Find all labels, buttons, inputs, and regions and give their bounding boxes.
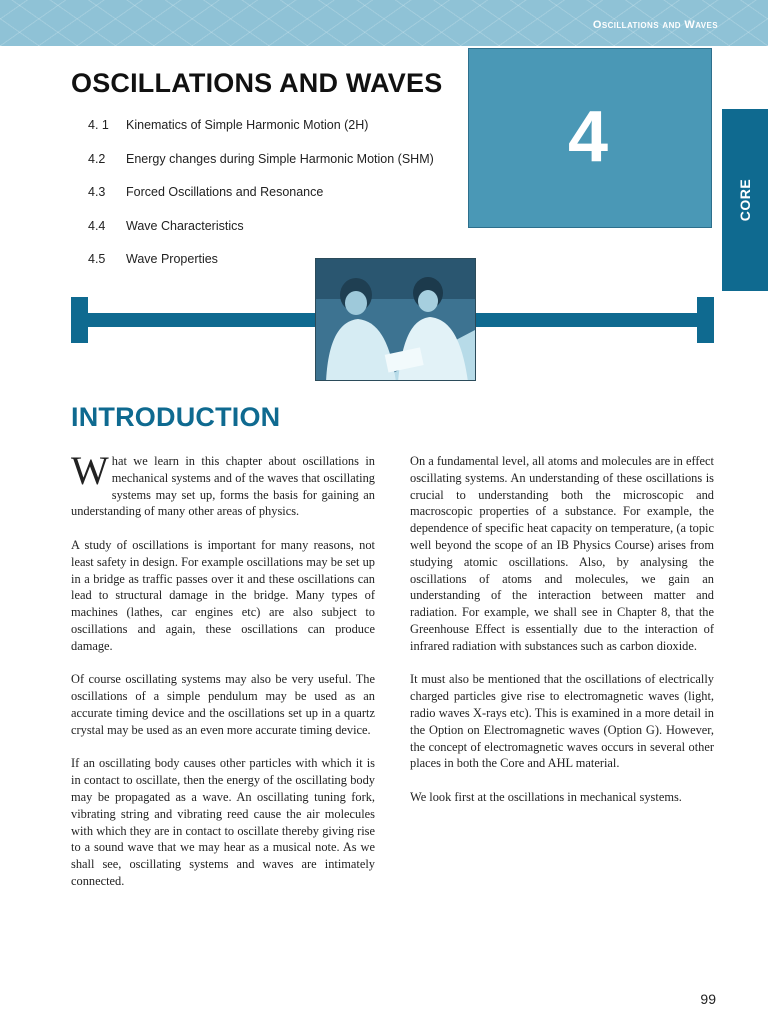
header-band xyxy=(0,0,768,46)
paragraph: Of course oscillating systems may also be very useful. The oscillations of a simple pendulum may be used as an accurate timing device and the oscillations set up in a quartz crystal may be used as an even more accurate timing device. xyxy=(71,672,375,737)
chapter-number: 4 xyxy=(567,97,609,177)
chapter-title: OSCILLATIONS AND WAVES xyxy=(71,68,443,98)
decorative-rule-right xyxy=(476,313,712,327)
toc-item-title: Energy changes during Simple Harmonic Motion (SHM) xyxy=(126,151,434,166)
paragraph-text: hat we learn in this chapter about oscillations in mechanical systems and of the waves that oscillating systems may set up, forms the basis for gaining an understanding of many other areas of physics. xyxy=(71,454,375,519)
paragraph: We look first at the oscillations in mechanical systems. xyxy=(410,789,682,804)
toc-item-number: 4.3 xyxy=(88,185,106,199)
toc-item xyxy=(88,118,468,152)
paragraph xyxy=(71,448,375,520)
introduction-column-right xyxy=(410,453,714,823)
toc-item-title: Kinematics of Simple Harmonic Motion (2H) xyxy=(126,118,369,132)
toc-item-title: Wave Characteristics xyxy=(126,218,244,233)
toc-item xyxy=(88,152,468,186)
toc-item-title: Wave Properties xyxy=(126,252,218,266)
page-number: 99 xyxy=(700,991,716,1007)
toc-item xyxy=(88,185,468,219)
toc-item-number: 4.4 xyxy=(88,218,106,233)
toc-item-number: 4. 1 xyxy=(88,118,109,132)
running-head: Oscillations and Waves xyxy=(592,19,718,31)
paragraph: If an oscillating body causes other particles with which it is in contact to oscillate, then the energy of the oscillating body may be propagated as a wave. An oscillating tuning fork, vibrating string and vibrating reed cause the air molecules with which they are in contact to oscillate thereby giving rise to a sound wave that we may hear as a musical note. As we shall see, oscillating systems and waves are intimately connected. xyxy=(71,756,375,888)
toc-item-number: 4.5 xyxy=(88,252,106,266)
drop-cap: W xyxy=(71,448,109,493)
paragraph: On a fundamental level, all atoms and molecules are in effect oscillating systems. An understanding of these oscillations is crucial to understanding both the microscopic and macroscopic properties of a substance. For example, the dependence of specific heat capacity on temperature, (a topic well beyond the scope of an IB Physics Course) arises from studying atomic oscillations. Also, by analysing the oscillations of atoms and molecules, we gain an understanding of the interaction between matter and radiation. For example, we shall see in Chapter 8, that the Greenhouse Effect is essentially due to the interaction of infrared radiation with substances such as carbon dioxide. xyxy=(410,454,714,653)
paragraph: A study of oscillations is important for many reasons, not least safety in design. For example oscillations may be set up in a bridge as traffic passes over it and these oscillations can lead to structural damage in the bridge. Many types of machines (lathes, car engines etc) are also subject to oscillations and again, these oscillations can produce damage. xyxy=(71,537,375,653)
decorative-rule-cap-left xyxy=(71,297,88,343)
chapter-photo xyxy=(315,258,476,381)
side-tab-label: CORE xyxy=(737,178,753,222)
decorative-rule-cap-right xyxy=(697,297,714,343)
chapter-number-box xyxy=(468,48,712,228)
decorative-rule-left xyxy=(71,313,317,327)
introduction-heading: INTRODUCTION xyxy=(71,402,281,432)
toc-item-number: 4.2 xyxy=(88,151,106,166)
photo-illustration xyxy=(316,259,476,381)
paragraph: It must also be mentioned that the oscillations of electrically charged particles give rise to electromagnetic waves (light, radio waves X-rays etc). This is examined in a more detail in the Option on Electromagnetic waves (Option G). However, the concept of electromagnetic waves occurs in several other places in both the Core and AHL material. xyxy=(410,672,714,771)
toc-item xyxy=(88,219,468,253)
introduction-column-left xyxy=(71,448,375,907)
section-side-tab xyxy=(722,109,768,291)
toc-item-title: Forced Oscillations and Resonance xyxy=(126,185,324,199)
